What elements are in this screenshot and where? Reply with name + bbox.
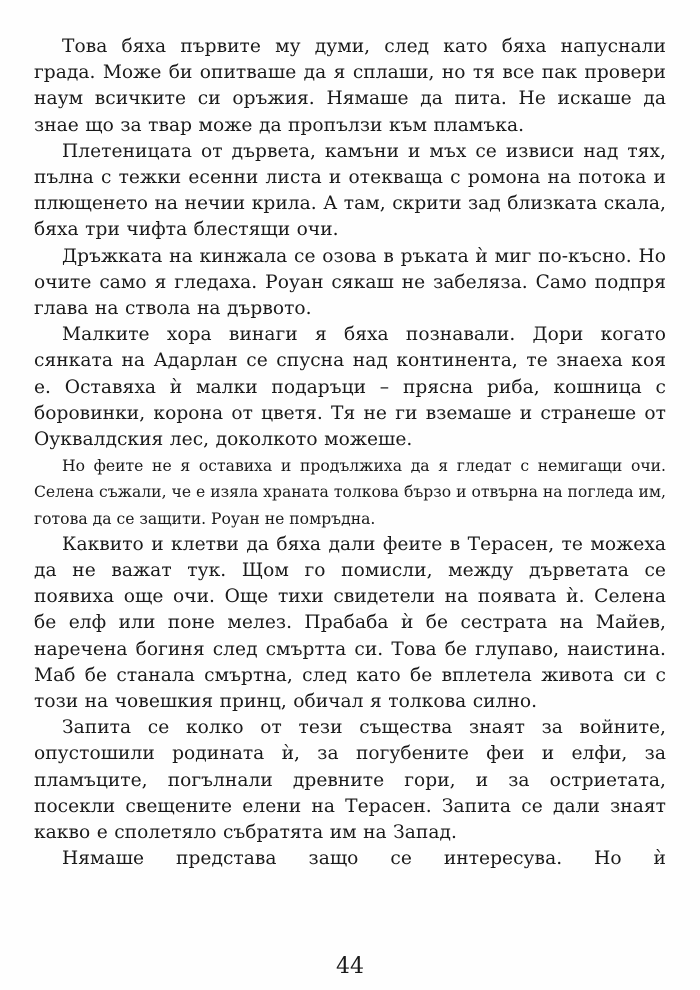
paragraph: Малките хора винаги я бяха познавали. Дори когато сянката на Адарлан се спусна над континента, те знаеха коя е. Оставяха ѝ малки подаръци – прясна риба, кошница с боровинки, корона от цветя. Тя не ги вземаше и странеше от Оуквалдския лес, доколкото можеше.	[34, 324, 666, 451]
paragraph: Каквито и клетви да бяха дали феите в Терасен, те можеха да не важат тук. Щом го помисли, между дърветата се появиха още очи. Още тихи свидетели на появата ѝ. Селена бе елф или поне мелез. Прабаба ѝ бе сестрата на Майев, наречена богиня след смъртта си. Това бе глупаво, наистина. Маб бе станала смъртна, след като бе вплетела живота си с този на човешкия принц, обичал я толкова силно.	[34, 533, 666, 713]
paragraph: Запита се колко от тези същества знаят за войните, опустошили родината ѝ, за погубените феи и елфи, за пламъците, погълнали древните гори, и за остриетата, посекли свещените елени на Терасен. Запита се дали знаят какво е сполетяло събратята им на Запад.	[34, 717, 666, 844]
body-text	[34, 34, 666, 873]
paragraph: Плетеницата от дървета, камъни и мъх се извиси над тях, пълна с тежки есенни листа и отекваща с ромона на потока и плющенето на нечии крила. А там, скрити зад близката скала, бяха три чифта блестящи очи.	[34, 140, 666, 241]
paragraph: Дръжката на кинжала се озова в ръката ѝ миг по-късно. Но очите само я гледаха. Роуан сякаш не забеляза. Само подпря глава на ствола на дървото.	[34, 245, 666, 320]
paragraph: Нямаше представа защо се интересува. Но ѝ	[62, 848, 666, 870]
paragraph: Но феите не я оставиха и продължиха да я гледат с немигащи очи. Селена съжали, че е изяла храната толкова бързо и отвърна на погледа им, готова да се защити. Роуан не помръдна.	[34, 457, 666, 528]
page-number: 44	[336, 954, 364, 979]
paragraph: Това бяха първите му думи, след като бяха напуснали града. Може би опитваше да я сплаши, но тя все пак провери наум всичките си оръжия. Нямаше да пита. Не искаше да знае що за твар може да пропълзи към пламъка.	[34, 36, 666, 136]
